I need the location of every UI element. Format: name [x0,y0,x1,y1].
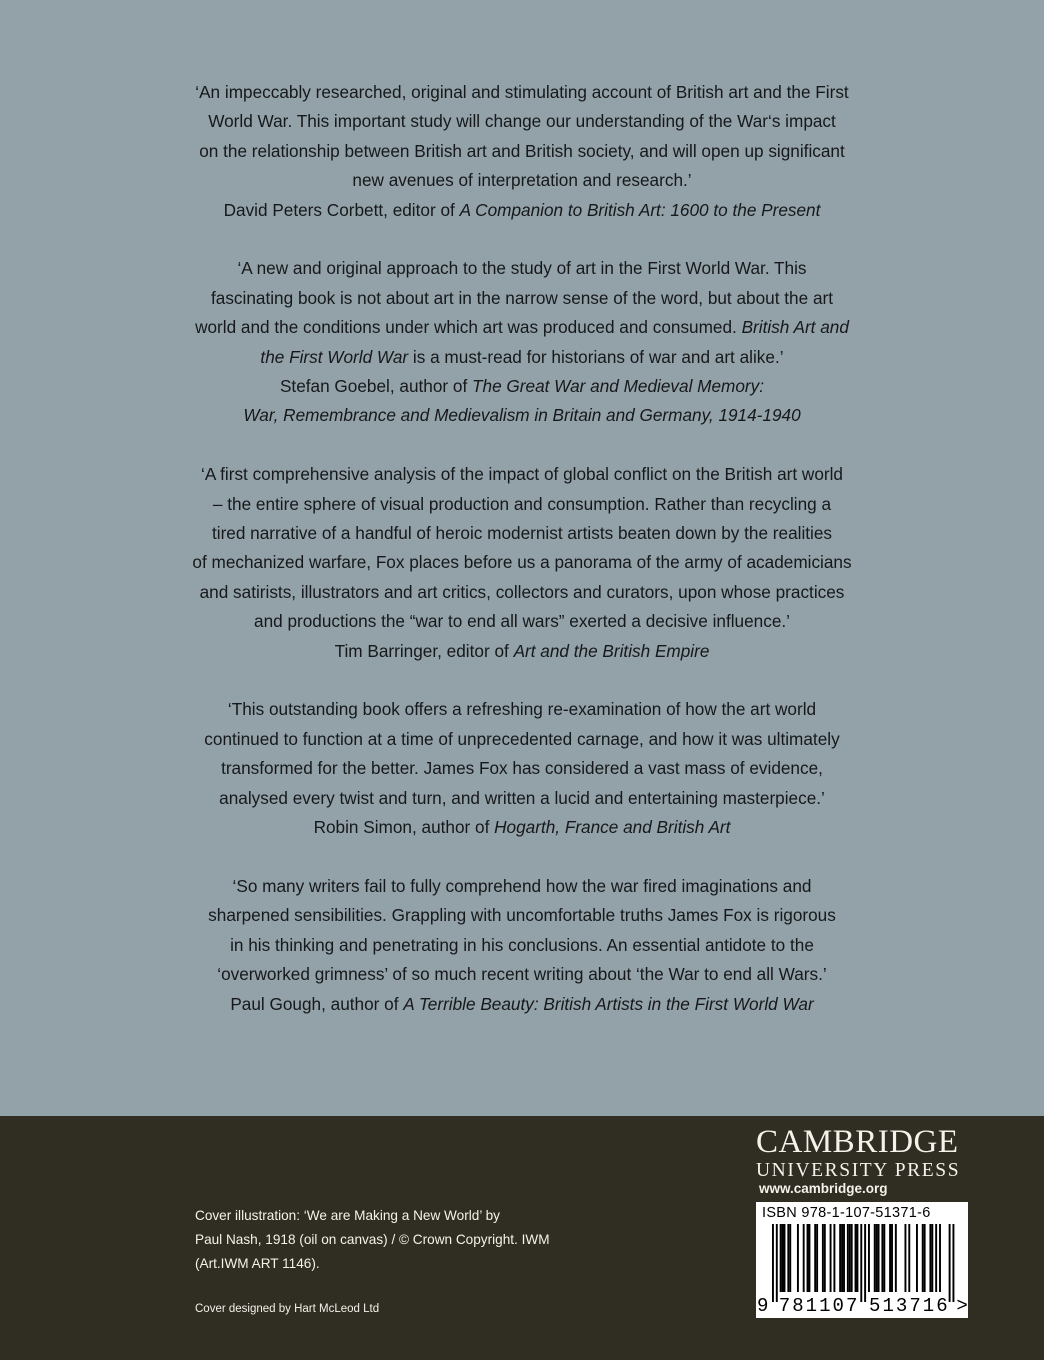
quote-text: fascinating book is not about art in the narrow sense of the word, but about the art [211,287,833,308]
barcode-bar [847,1224,849,1292]
barcode-bar [787,1224,789,1292]
quote-text: world and the conditions under which art was produced and consumed. [195,317,742,338]
quote-text-line [142,166,902,195]
barcode-digit: 7 [909,1295,921,1317]
publisher-subtitle: UNIVERSITY PRESS [756,1160,961,1181]
barcode-bar [855,1224,857,1292]
quote-text: World War. This important study will change our understanding of the War‘s impact [208,111,836,132]
endorsement-quote [142,78,902,225]
barcode-bar [824,1224,826,1292]
publisher-logo [756,1124,968,1182]
quote-text: continued to function at a time of unprecedented carnage, and how it was ultimately [204,728,840,749]
barcode-bar [816,1224,818,1292]
quote-text-line [142,460,902,489]
endorsement-quote [142,695,902,842]
barcode-end-mark: > [956,1295,968,1317]
barcode-bar [939,1224,941,1292]
endorsements-section [0,78,1044,1019]
publisher-url: www.cambridge.org [759,1181,888,1196]
barcode-bar [929,1224,931,1292]
barcode-bar [822,1224,824,1292]
barcode-bar [843,1224,845,1292]
publisher-footer [0,1116,1044,1360]
endorsement-quote [142,872,902,1019]
barcode-bar [803,1224,805,1292]
barcode-bar [878,1224,880,1292]
quote-text: analysed every twist and turn, and written a lucid and entertaining masterpiece.’ [219,787,825,808]
quote-text: Tim Barringer, editor of [334,640,514,661]
quote-text-line [142,931,902,960]
quote-text: – the entire sphere of visual production and consumption. Rather than recycling a [212,493,832,514]
credit-line: Cover illustration: ‘We are Making a New World’ by [195,1208,500,1223]
quote-text-line [142,872,902,901]
barcode-bar [931,1224,933,1292]
cover-illustration-credit [195,1204,615,1277]
barcode-bar [868,1224,870,1292]
quote-attribution-line [142,372,902,401]
barcode-bar [833,1224,835,1292]
barcode-digit: 1 [805,1295,818,1317]
quote-text: transformed for the better. James Fox has considered a vast mass of evidence, [221,758,823,779]
quote-spacer [0,225,1044,254]
quote-text: tired narrative of a handful of heroic modernist artists beaten down by the realities [211,523,833,544]
barcode-bar [895,1224,897,1292]
quote-text-line [142,784,902,813]
barcode-bar [807,1224,809,1292]
quote-text: ‘A first comprehensive analysis of the impact of global conflict on the British art world [201,464,843,485]
quote-attribution-line [142,990,902,1019]
barcode-bar [789,1224,791,1292]
quote-text-line [142,313,902,342]
book-title: A Companion to British Art: 1600 to the Present [459,199,821,220]
isbn-label: ISBN 978-1-107-51371-6 [762,1205,931,1221]
quote-text: Stefan Goebel, author of [279,376,473,397]
quote-text: ‘So many writers fail to fully comprehend how the war fired imaginations and [232,875,812,896]
quote-spacer [0,431,1044,460]
barcode-bar [839,1224,841,1292]
quote-text-line [142,548,902,577]
quote-text: and satirists, illustrators and art critics, collectors and curators, upon whose practices [199,581,845,602]
quote-attribution-line [142,196,902,225]
barcode-bar [876,1224,878,1292]
quote-text: new avenues of interpretation and research.’ [352,170,692,191]
book-title: Hogarth, France and British Art [494,817,731,838]
barcode-bar [864,1224,866,1302]
barcode-digit: 1 [922,1295,935,1317]
quote-text-line [142,107,902,136]
endorsement-quote [142,254,902,430]
quote-text-line [142,578,902,607]
quote-spacer [0,666,1044,695]
book-title: the First World War [260,346,409,367]
endorsement-quote [142,460,902,666]
quote-text: sharpened sensibilities. Grappling with uncomfortable truths James Fox is rigorous [208,905,836,926]
barcode-bar [949,1224,951,1302]
quote-text-line [142,754,902,783]
barcode-bar [830,1224,832,1292]
quote-text-line [142,254,902,283]
quote-text: and productions the “war to end all wars” exerted a decisive influence.’ [254,611,790,632]
quote-text-line [142,607,902,636]
quote-text: Paul Gough, author of [230,993,404,1014]
credit-line: Paul Nash, 1918 (oil on canvas) / © Crown Copyright. IWM [195,1232,550,1248]
isbn-barcode [756,1202,968,1318]
barcode-bar [908,1224,910,1292]
quote-text-line [142,343,902,372]
cover-designer-credit: Cover designed by Hart McLeod Ltd [195,1303,380,1315]
barcode-bar [841,1224,843,1292]
publisher-name: CAMBRIDGE [756,1124,959,1160]
barcode-digit: 3 [895,1295,908,1317]
barcode-digit: 8 [792,1295,804,1317]
barcode-bar [851,1224,853,1292]
barcode-digit: 7 [778,1295,791,1317]
quote-text: of mechanized warfare, Fox places before us a panorama of the army of academicians [192,552,852,573]
book-title: The Great War and Medieval Memory: [472,376,765,397]
barcode-bar [874,1224,876,1292]
barcode-bar [772,1224,774,1302]
barcode-bar [904,1224,906,1292]
book-title: War, Remembrance and Medievalism in Britain and Germany, 1914-1940 [243,405,801,426]
quote-attribution-line [142,813,902,842]
quote-attribution-line [142,637,902,666]
quote-text: ‘This outstanding book offers a refreshing re-examination of how the art world [227,699,817,720]
book-title: A Terrible Beauty: British Artists in the First World War [403,993,814,1014]
barcode-bar [860,1224,862,1302]
book-title: British Art and [741,317,849,338]
barcode-digits [756,1295,968,1317]
barcode-bar [924,1224,926,1292]
barcode-digit: 1 [882,1295,894,1317]
barcode-bar [922,1224,924,1292]
quote-text: in his thinking and penetrating in his conclusions. An essential antidote to the [230,934,814,955]
quote-text-line [142,695,902,724]
quote-text-line [142,490,902,519]
barcode-bar [808,1224,810,1292]
barcode-bar [935,1224,937,1292]
barcode-bar [952,1224,954,1302]
quote-text-line [142,78,902,107]
barcode-bar [814,1224,816,1292]
barcode-digit: 6 [936,1295,948,1317]
book-title: Art and the British Empire [513,640,710,661]
quote-text: ‘An impeccably researched, original and stimulating account of British art and the First [195,82,849,102]
credit-line: (Art.IWM ART 1146). [195,1256,320,1272]
quote-text-line [142,725,902,754]
quote-text: ‘overworked grimness’ of so much recent writing about ‘the War to end all Wars.’ [217,964,827,985]
barcode-bar [883,1224,885,1292]
barcode-bar [856,1224,858,1292]
quote-spacer [0,843,1044,872]
quote-text: David Peters Corbett, editor of [223,199,460,220]
barcode-bar [784,1224,786,1292]
quote-text-line [142,137,902,166]
barcode-bar [782,1224,784,1292]
quote-text: ‘A new and original approach to the study of art in the First World War. This [237,258,807,279]
barcode-bar [889,1224,891,1292]
quote-attribution-line [142,401,902,430]
barcode-bar [776,1224,778,1302]
barcode-bar [916,1224,918,1292]
barcode-bar [780,1224,782,1292]
barcode-digit: 7 [845,1295,858,1317]
barcode-bar [891,1224,893,1292]
quote-text-line [142,960,902,989]
barcode-digit: 9 [757,1295,769,1317]
barcode-bar [849,1224,851,1292]
quote-text-line [142,901,902,930]
barcode-bar [881,1224,883,1292]
quote-text-line [142,284,902,313]
barcode-digit: 0 [832,1295,844,1317]
quote-text: on the relationship between British art and British society, and will open up significant [199,140,845,161]
barcode-digit: 1 [819,1295,831,1317]
quote-text: Robin Simon, author of [313,817,495,838]
quote-text-line [142,519,902,548]
quote-text: is a must-read for historians of war and art alike.’ [408,346,784,367]
barcode-bar [797,1224,799,1292]
barcode-digit: 5 [869,1295,881,1317]
